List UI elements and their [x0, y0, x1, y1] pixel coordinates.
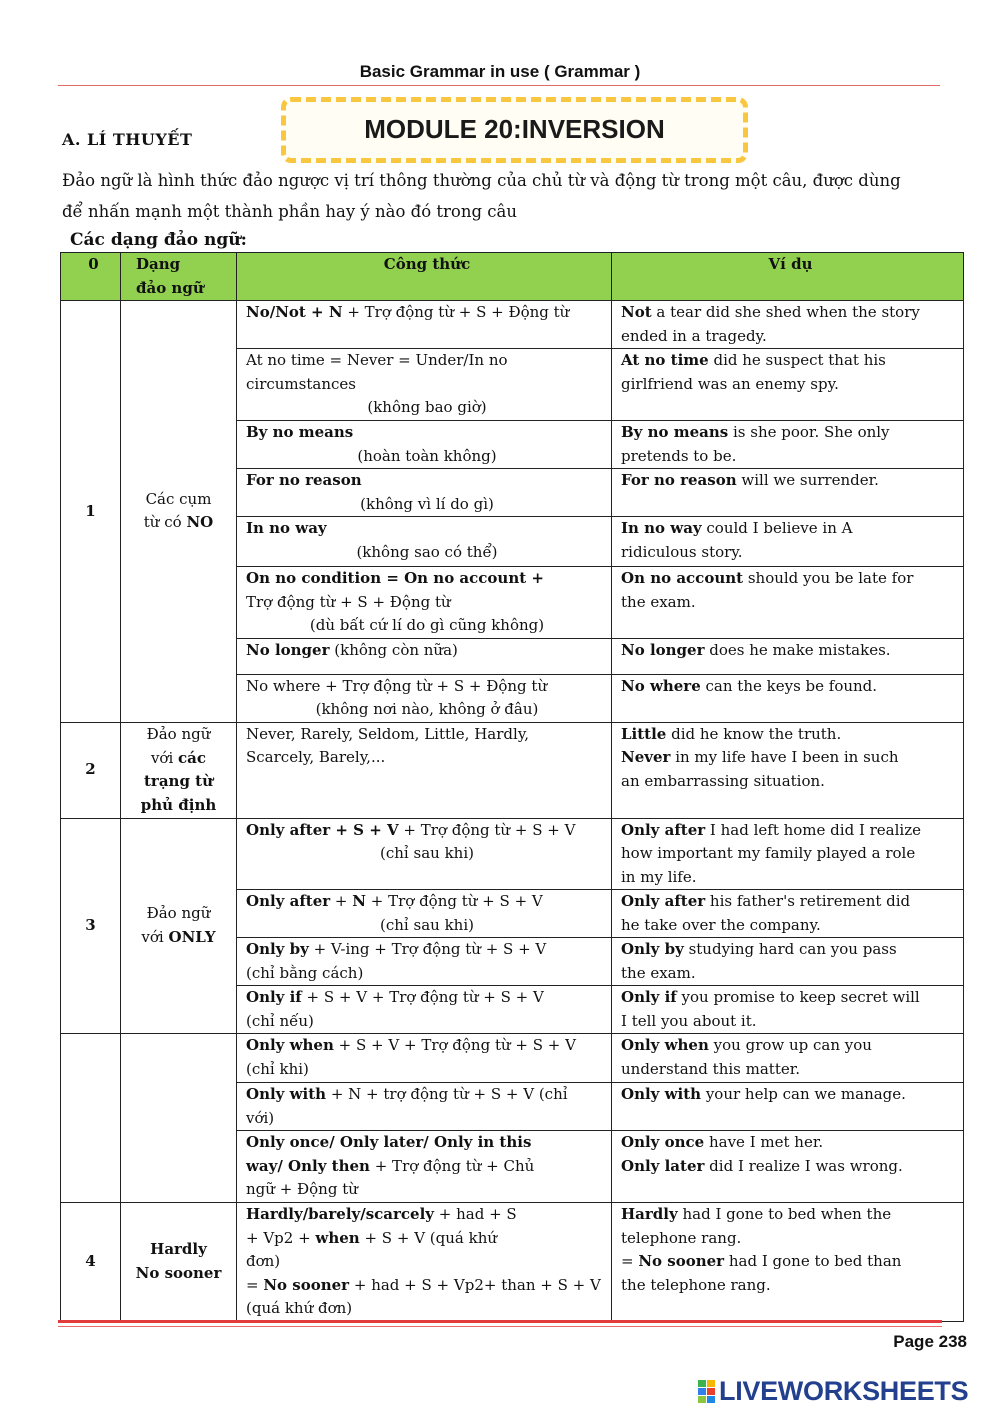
group-number-cell: [61, 722, 121, 818]
cell-line: [246, 819, 608, 843]
cell-line: [621, 349, 960, 373]
cell-line: [246, 1178, 608, 1202]
cell-line: [621, 675, 960, 699]
cell-line: [125, 723, 232, 747]
group-number-cell: [61, 818, 121, 1034]
text: + had + S + Vp2+ than + S + V: [349, 1275, 601, 1294]
cell-line: [621, 1227, 960, 1251]
text: did I realize I was wrong.: [704, 1156, 903, 1175]
example-cell: [612, 722, 964, 818]
text: + had + S: [434, 1205, 517, 1223]
example-cell: [612, 1203, 964, 1322]
column-header-example: [612, 253, 964, 301]
text: + Vp2 +: [246, 1228, 316, 1247]
formula-cell: [237, 349, 612, 421]
text: + Trợ động từ + S + V: [398, 820, 576, 839]
text: how important my family played a role: [621, 844, 916, 862]
cell-line: [621, 1083, 960, 1107]
formula-cell: [237, 986, 612, 1034]
group-number-cell: [61, 301, 121, 723]
formula-cell: [237, 638, 612, 674]
cell-line: [125, 1238, 232, 1262]
text: No where + Trợ động từ + S + Động từ: [246, 676, 548, 695]
liveworksheets-logo: [698, 1376, 968, 1406]
bold-text: No sooner: [135, 1263, 222, 1282]
cell-line: [246, 1274, 608, 1298]
text: telephone rang.: [621, 1228, 742, 1247]
text: + S + V (quá khứ: [359, 1228, 498, 1247]
footer-divider-thin: [58, 1326, 942, 1327]
text: will we surrender.: [736, 471, 879, 489]
cell-line: [621, 1058, 960, 1082]
liveworksheets-logo-icon: [698, 1380, 715, 1403]
text: + S + V + Trợ động từ + S + V: [301, 988, 544, 1006]
bold-text: Only by: [621, 940, 684, 958]
cell-line: [246, 723, 608, 747]
bold-text: when: [315, 1228, 360, 1247]
cell-line: [246, 469, 608, 493]
text: + Trợ động từ + S + Động từ: [342, 303, 570, 321]
table-row: [61, 818, 964, 890]
table-row: [61, 1203, 964, 1322]
logo-tile: [707, 1388, 715, 1395]
text: circumstances: [246, 374, 356, 393]
cell-line: [621, 890, 960, 914]
cell-line: [621, 373, 960, 397]
bold-text: Only when: [246, 1036, 334, 1054]
bold-text: Hardly: [621, 1205, 678, 1223]
text: you promise to keep secret will: [676, 988, 920, 1006]
column-header-formula: [237, 253, 612, 301]
text: had I gone to bed when the: [677, 1205, 892, 1223]
bold-text: Not: [621, 303, 652, 321]
text: (chỉ khi): [246, 1059, 309, 1078]
bold-text: On no condition = On no account +: [246, 569, 544, 587]
column-header-label: Dạng: [136, 255, 181, 273]
cell-line: [246, 373, 608, 397]
text: studying hard can you pass: [683, 940, 897, 958]
text: với: [150, 748, 179, 767]
column-header-label: 0: [88, 255, 99, 273]
cell-line: [621, 723, 960, 747]
text: Trợ động từ + S + Động từ: [246, 592, 451, 611]
bold-text: Only with: [246, 1085, 327, 1103]
cell-line: [125, 902, 232, 926]
cell-line: [246, 1203, 608, 1227]
cell-line: [246, 421, 608, 445]
text: can the keys be found.: [700, 676, 878, 695]
column-header-label: Công thức: [383, 255, 471, 273]
group-number: 1: [85, 501, 96, 520]
bold-text: Hardly/barely/scarcely: [246, 1205, 435, 1223]
cell-line: [246, 890, 608, 914]
group-number-cell: [61, 1203, 121, 1322]
cell-line: [621, 842, 960, 866]
cell-line: [621, 469, 960, 493]
text: your help can we manage.: [701, 1085, 906, 1103]
cell-line: [621, 746, 960, 770]
intro-line: Đảo ngữ là hình thức đảo ngược vị trí thông thường của chủ từ và động từ trong một câu, được dùng: [62, 171, 901, 190]
table-title: Các dạng đảo ngữ:: [70, 230, 247, 250]
example-cell: [612, 517, 964, 567]
cell-line: [246, 1083, 608, 1107]
example-cell: [612, 1083, 964, 1131]
formula-cell: [237, 890, 612, 938]
text: (chỉ nếu): [246, 1011, 314, 1030]
cell-line: [125, 747, 232, 771]
text: đơn): [246, 1252, 281, 1270]
cell-line: [621, 639, 960, 663]
formula-cell: [237, 421, 612, 469]
example-cell: [612, 890, 964, 938]
text: did he suspect that his: [708, 351, 886, 369]
cell-line: [621, 591, 960, 615]
cell-line: [246, 1058, 608, 1082]
bold-text: No/Not + N: [246, 303, 343, 321]
text: Đảo ngữ: [146, 904, 211, 923]
group-type-cell: [121, 301, 237, 723]
text: in my life have I been in such: [670, 748, 899, 766]
cell-line: [621, 819, 960, 843]
formula-cell: [237, 722, 612, 818]
cell-line: [246, 301, 608, 325]
bold-text: No sooner: [263, 1275, 350, 1294]
cell-line: [621, 445, 960, 469]
column-header-label: đảo ngữ: [136, 278, 204, 297]
example-cell: [612, 301, 964, 349]
cell-line: [621, 1034, 960, 1058]
logo-tile: [698, 1380, 706, 1387]
column-header-type: [121, 253, 237, 301]
group-number: 2: [85, 760, 96, 779]
text: girlfriend was an enemy spy.: [621, 374, 839, 393]
cell-line: [246, 517, 608, 541]
logo-tile: [707, 1380, 715, 1387]
text: pretends to be.: [621, 446, 737, 465]
text: is she poor. She only: [728, 423, 890, 441]
gloss-line: (không sao có thể): [356, 542, 498, 561]
column-header-number: [61, 253, 121, 301]
bold-text: No sooner: [638, 1252, 725, 1270]
formula-cell: [237, 1131, 612, 1203]
cell-line: [621, 567, 960, 591]
text: he take over the company.: [621, 915, 821, 934]
bold-text: Only with: [621, 1085, 702, 1103]
table-header-row: [61, 253, 964, 301]
example-cell: [612, 469, 964, 517]
cell-line: [621, 1203, 960, 1227]
group-type-cell: [121, 722, 237, 818]
cell-line: [621, 1010, 960, 1034]
table-row: [61, 301, 964, 349]
text: an embarrassing situation.: [621, 771, 825, 790]
text: từ có: [143, 513, 187, 532]
cell-line: [246, 1155, 608, 1179]
cell-line: [621, 421, 960, 445]
text: the exam.: [621, 592, 696, 611]
bold-text: các: [178, 748, 207, 767]
bold-text: By no means: [621, 423, 729, 441]
cell-line: [621, 541, 960, 565]
bold-text: trạng từ: [143, 772, 213, 790]
bold-text: Only after: [246, 892, 331, 910]
cell-line: [621, 866, 960, 890]
example-cell: [612, 1034, 964, 1083]
logo-tile: [698, 1396, 706, 1403]
example-cell: [612, 349, 964, 421]
example-cell: [612, 674, 964, 722]
text: (quá khứ đơn): [246, 1299, 353, 1317]
page-header-title: Basic Grammar in use ( Grammar ): [359, 62, 641, 81]
text: At no time = Never = Under/In no: [246, 351, 508, 369]
text: his father's retirement did: [705, 892, 911, 910]
formula-cell: [237, 674, 612, 722]
bold-text: In no way: [621, 519, 702, 537]
gloss-line: (hoàn toàn không): [357, 446, 497, 465]
formula-cell: [237, 818, 612, 890]
text: Đảo ngữ: [146, 725, 211, 743]
section-heading: A. LÍ THUYẾT: [62, 130, 193, 149]
group-type-cell: [121, 818, 237, 1034]
bold-text: On no account: [621, 569, 744, 587]
cell-line: [621, 301, 960, 325]
bold-text: Never: [621, 748, 671, 766]
text: (chỉ bằng cách): [246, 963, 364, 982]
table-row: [61, 1034, 964, 1083]
cell-line: [246, 675, 608, 699]
table-body: [61, 301, 964, 1322]
bold-text: For no reason: [621, 471, 737, 489]
bold-text: Hardly: [150, 1240, 207, 1259]
text: had I gone to bed than: [724, 1252, 902, 1270]
cell-line: [246, 986, 608, 1010]
text: could I believe in A: [701, 519, 853, 537]
bold-text: phủ định: [140, 795, 217, 814]
logo-tile: [698, 1388, 706, 1395]
bold-text: No longer: [246, 640, 330, 659]
bold-text: ONLY: [168, 927, 216, 946]
bold-text: At no time: [621, 351, 709, 369]
formula-cell: [237, 938, 612, 986]
cell-line: [246, 1010, 608, 1034]
gloss-line: (không vì lí do gì): [360, 494, 494, 513]
inversion-table: [60, 252, 964, 1322]
text: the telephone rang.: [621, 1275, 771, 1294]
gloss-line: (không bao giờ): [367, 398, 487, 416]
cell-line: [621, 770, 960, 794]
bold-text: Little: [621, 724, 667, 743]
text: did he know the truth.: [666, 724, 842, 743]
intro-line: để nhấn mạnh một thành phần hay ý nào đó trong câu: [62, 202, 517, 221]
text: Scarcely, Barely,...: [246, 748, 386, 766]
text: ridiculous story.: [621, 542, 743, 561]
text: a tear did she shed when the story: [651, 303, 920, 321]
text: +: [330, 892, 353, 910]
text: in my life.: [621, 867, 697, 886]
text: =: [621, 1252, 639, 1270]
text: should you be late for: [743, 569, 914, 587]
bold-text: Only once: [621, 1133, 705, 1151]
text: I had left home did I realize: [705, 820, 922, 839]
page-number: Page 238: [893, 1332, 967, 1351]
cell-line: [246, 1250, 608, 1274]
bold-text: Only after: [621, 892, 706, 910]
text: ended in a tragedy.: [621, 326, 767, 345]
text: + S + V + Trợ động từ + S + V: [333, 1036, 576, 1054]
bold-text: In no way: [246, 519, 327, 537]
cell-line: [125, 488, 232, 512]
gloss-line: (dù bất cứ lí do gì cũng không): [309, 616, 545, 634]
text: + N + trợ động từ + S + V (chỉ: [326, 1085, 568, 1103]
gloss-line: (chỉ sau khi): [380, 844, 474, 862]
footer-divider: [58, 1320, 942, 1323]
module-title: MODULE 20:INVERSION: [364, 114, 665, 144]
table-row: [61, 722, 964, 818]
cell-line: [125, 511, 232, 535]
bold-text: Only once/ Only later/ Only in this: [246, 1133, 532, 1151]
logo-tile: [707, 1396, 715, 1403]
text: + Trợ động từ + Chủ: [369, 1156, 535, 1175]
group-number: 4: [85, 1252, 96, 1270]
cell-line: [246, 591, 608, 615]
formula-cell: [237, 301, 612, 349]
text: + Trợ động từ + S + V: [365, 892, 543, 910]
cell-line: [246, 746, 608, 770]
cell-line: [246, 1297, 608, 1321]
text: understand this matter.: [621, 1059, 801, 1078]
column-header-label: Ví dụ: [768, 255, 813, 273]
bold-text: No where: [621, 676, 701, 695]
cell-line: [246, 1034, 608, 1058]
cell-line: [246, 639, 608, 663]
cell-line: [621, 962, 960, 986]
example-cell: [612, 1131, 964, 1203]
cell-line: [621, 325, 960, 349]
header-divider: [58, 85, 940, 86]
cell-line: [246, 349, 608, 373]
module-title-box: [281, 97, 748, 163]
bold-text: Only after: [621, 820, 706, 839]
formula-cell: [237, 1034, 612, 1083]
cell-line: [621, 938, 960, 962]
group-type-cell: [121, 1203, 237, 1322]
text: (không còn nữa): [329, 640, 458, 659]
text: ngữ + Động từ: [246, 1180, 358, 1198]
example-cell: [612, 938, 964, 986]
example-cell: [612, 818, 964, 890]
text: does he make mistakes.: [704, 640, 891, 659]
bold-text: Only later: [621, 1156, 705, 1175]
group-number-cell: [61, 1034, 121, 1203]
text: với: [141, 927, 169, 946]
cell-line: [246, 938, 608, 962]
example-cell: [612, 638, 964, 674]
bold-text: By no means: [246, 423, 354, 441]
bold-text: No longer: [621, 640, 705, 659]
example-cell: [612, 567, 964, 639]
cell-line: [246, 1131, 608, 1155]
example-cell: [612, 986, 964, 1034]
text: =: [246, 1275, 264, 1294]
bold-text: way/ Only then: [246, 1156, 370, 1175]
bold-text: NO: [186, 513, 214, 532]
example-cell: [612, 421, 964, 469]
text: Never, Rarely, Seldom, Little, Hardly,: [246, 724, 530, 743]
cell-line: [621, 1131, 960, 1155]
text: với): [246, 1108, 275, 1127]
cell-line: [621, 986, 960, 1010]
cell-line: [125, 770, 232, 794]
brand-name: LIVEWORKSHEETS: [719, 1376, 969, 1406]
gloss-line: (chỉ sau khi): [380, 915, 474, 934]
bold-text: Only after + S + V: [246, 820, 399, 839]
bold-text: Only by: [246, 940, 309, 958]
text: I tell you about it.: [621, 1011, 757, 1030]
group-number: 3: [85, 916, 96, 934]
cell-line: [621, 1250, 960, 1274]
text: + V-ing + Trợ động từ + S + V: [308, 940, 547, 958]
gloss-line: (không nơi nào, không ở đâu): [315, 700, 539, 718]
formula-cell: [237, 567, 612, 639]
cell-line: [246, 962, 608, 986]
cell-line: [125, 926, 232, 950]
cell-line: [246, 567, 608, 591]
bold-text: Only when: [621, 1036, 709, 1054]
text: the exam.: [621, 963, 696, 982]
bold-text: For no reason: [246, 471, 362, 489]
cell-line: [621, 914, 960, 938]
cell-line: [246, 1107, 608, 1131]
bold-text: Only if: [621, 988, 677, 1006]
cell-line: [621, 1274, 960, 1298]
text: have I met her.: [704, 1133, 824, 1151]
formula-cell: [237, 469, 612, 517]
group-type-cell: [121, 1034, 237, 1203]
cell-line: [125, 1262, 232, 1286]
formula-cell: [237, 1203, 612, 1322]
cell-line: [621, 1155, 960, 1179]
text: Các cụm: [145, 489, 212, 508]
cell-line: [621, 517, 960, 541]
bold-text: Only if: [246, 988, 302, 1006]
cell-line: [246, 1227, 608, 1251]
text: you grow up can you: [708, 1036, 872, 1054]
formula-cell: [237, 1083, 612, 1131]
bold-text: N: [352, 892, 366, 910]
cell-line: [125, 794, 232, 818]
formula-cell: [237, 517, 612, 567]
